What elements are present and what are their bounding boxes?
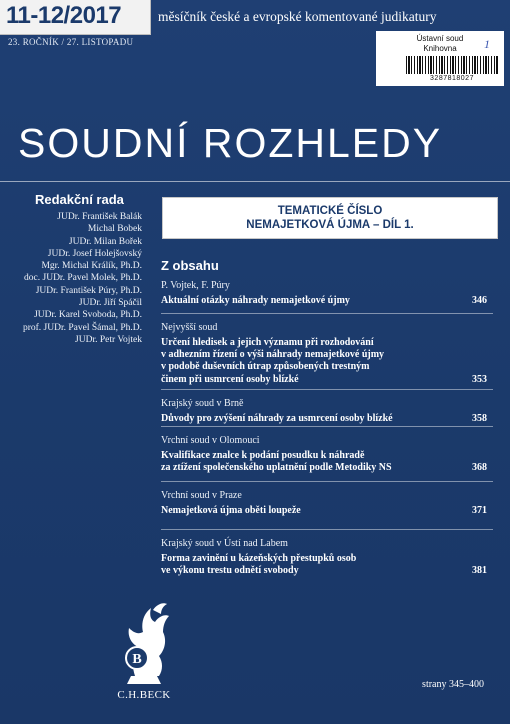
contents-entry xyxy=(161,435,487,474)
theme-box xyxy=(162,197,498,239)
editorial-board-member: prof. JUDr. Pavel Šámal, Ph.D. xyxy=(22,322,142,333)
entry-title xyxy=(161,553,487,577)
contents-entry xyxy=(161,280,487,307)
library-label-sticker xyxy=(376,31,504,86)
entry-source: Vrchní soud v Praze xyxy=(161,490,242,501)
entry-title-line: Aktuální otázky náhrady nemajetkové újmy xyxy=(161,295,350,306)
entry-title-line: v podobě duševních útrap způsobených trestným xyxy=(161,361,370,373)
entry-title xyxy=(161,413,487,425)
entry-title xyxy=(161,295,487,307)
editorial-board-member: JUDr. Jiří Spáčil xyxy=(78,298,142,309)
entry-page-number: 353 xyxy=(472,373,487,385)
entry-source: P. Vojtek, F. Púry xyxy=(161,280,230,291)
entry-title-line: Forma zavinění u kázeňských přestupků osob xyxy=(161,553,357,564)
editorial-board-member: JUDr. Milan Bořek xyxy=(68,236,142,247)
publisher-griffin-logo-icon xyxy=(113,600,175,688)
barcode-icon xyxy=(406,56,498,74)
entry-title-line: za ztížení společenského uplatnění podle Metodiky NS xyxy=(161,462,392,474)
contents-divider xyxy=(161,481,493,482)
editorial-board-member: JUDr. Karel Svoboda, Ph.D. xyxy=(34,310,142,321)
contents-entry xyxy=(161,398,487,425)
editorial-board-title: Redakční rada xyxy=(35,192,124,207)
journal-title: SOUDNÍ ROZHLEDY xyxy=(18,120,443,166)
masthead-rule xyxy=(0,181,510,182)
contents-divider xyxy=(161,426,493,427)
theme-topic: NEMAJETKOVÁ ÚJMA – DÍL 1. xyxy=(246,219,414,231)
editorial-board-member: JUDr. František Púry, Ph.D. xyxy=(35,285,142,296)
editorial-board-member: JUDr. Petr Vojtek xyxy=(75,334,142,345)
contents-entry xyxy=(161,490,487,517)
contents-entry xyxy=(161,538,487,577)
library-owner: Ústavní soud xyxy=(416,34,464,43)
journal-tagline: měsíčník české a evropské komentované judikatury xyxy=(158,9,437,24)
entry-title-line: ve výkonu trestu odnětí svobody xyxy=(161,565,299,577)
editorial-board-member: JUDr. Josef Holejšovský xyxy=(47,248,142,259)
theme-label: TEMATICKÉ ČÍSLO xyxy=(277,205,383,217)
contents-divider xyxy=(161,313,493,314)
entry-title xyxy=(161,337,487,386)
entry-source: Nejvyšší soud xyxy=(161,322,218,333)
barcode-number: 3287818027 xyxy=(430,75,474,82)
entry-source: Vrchní soud v Olomouci xyxy=(161,435,260,446)
entry-page-number: 368 xyxy=(472,462,487,474)
entry-title-line: Kvalifikace znalce k podání posudku k náhradě xyxy=(161,450,365,461)
editorial-board-member: Michal Bobek xyxy=(87,224,142,235)
editorial-board-member: JUDr. František Balák xyxy=(57,212,142,222)
entry-page-number: 358 xyxy=(472,413,487,424)
issue-number: 11-12/2017 xyxy=(6,2,122,29)
entry-title-line: v adhezním řízení o výši náhrady nemajetkové újmy xyxy=(161,349,385,361)
contents-divider xyxy=(161,389,493,390)
entry-title xyxy=(161,450,487,474)
editorial-board-member: Mgr. Michal Králík, Ph.D. xyxy=(41,261,142,272)
entry-source: Krajský soud v Ústí nad Labem xyxy=(161,538,288,549)
publisher-name: C.H.BECK xyxy=(117,689,171,701)
entry-source: Krajský soud v Brně xyxy=(161,398,244,409)
library-name: Knihovna xyxy=(423,44,457,53)
editorial-board-member: doc. JUDr. Pavel Molek, Ph.D. xyxy=(24,273,142,284)
entry-title-line: Určení hledisek a jejich významu při rozhodování xyxy=(161,337,374,348)
contents-entry xyxy=(161,322,487,386)
handwritten-mark: 1 xyxy=(484,37,490,51)
editorial-board-list xyxy=(23,211,142,346)
entry-title-line: Nemajetková újma oběti loupeže xyxy=(161,505,301,516)
entry-title-line: Důvody pro zvýšení náhrady za usmrcení osoby blízké xyxy=(161,413,393,424)
contents-heading: Z obsahu xyxy=(161,258,219,273)
entry-page-number: 371 xyxy=(472,505,487,516)
contents-divider xyxy=(161,529,493,530)
issue-number-box xyxy=(0,0,151,35)
entry-title-line: činem při usmrcení osoby blízké xyxy=(161,373,299,385)
entry-title xyxy=(161,505,487,517)
entry-page-number: 346 xyxy=(472,295,487,306)
page-range: strany 345–400 xyxy=(422,679,484,690)
issue-volume-date: 23. ROČNÍK / 27. LISTOPADU xyxy=(8,37,134,47)
logo-letter: B xyxy=(132,652,142,667)
entry-page-number: 381 xyxy=(472,565,487,577)
